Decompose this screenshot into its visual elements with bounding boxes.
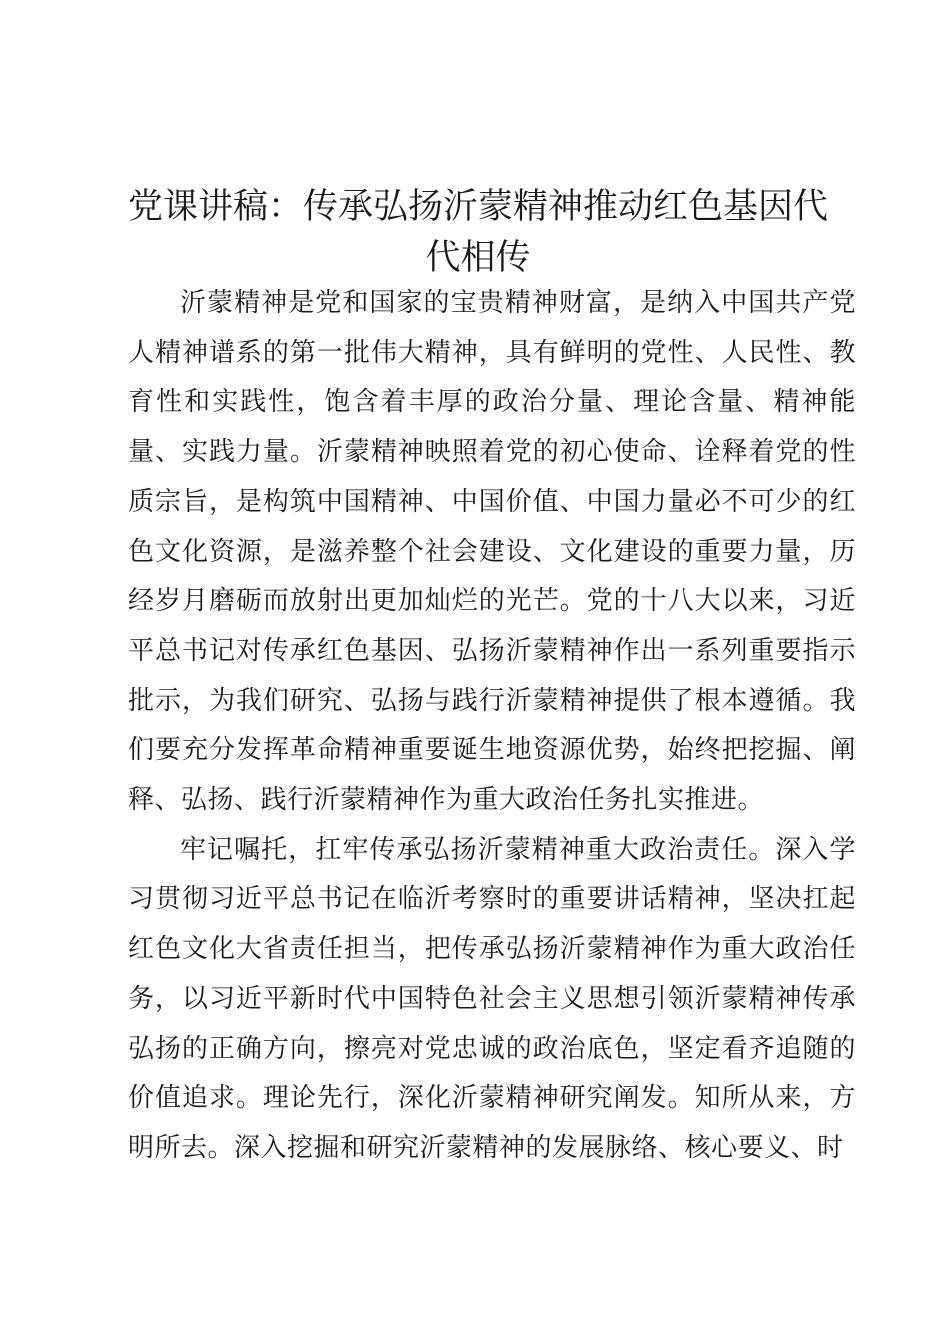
document-title: 党课讲稿：传承弘扬沂蒙精神推动红色基因代代相传 — [127, 187, 828, 278]
document-body — [128, 279, 856, 1174]
paragraph-1: 沂蒙精神是党和国家的宝贵精神财富，是纳入中国共产党人精神谱系的第一批伟大精神，具有鲜明的党性、人民性、教育性和实践性，饱含着丰厚的政治分量、理论含量、精神能量、实践力量。沂蒙精神映照着党的初心使命、诠释着党的性质宗旨，是构筑中国精神、中国价值、中国力量必不可少的红色文化资源，是滋养整个社会建设、文化建设的重要力量，历经岁月磨砺而放射出更加灿烂的光芒。党的十八大以来，习近平总书记对传承红色基因、弘扬沂蒙精神作出一系列重要指示批示，为我们研究、弘扬与践行沂蒙精神提供了根本遵循。我们要充分发挥革命精神重要诞生地资源优势，始终把挖掘、阐释、弘扬、践行沂蒙精神作为重大政治任务扎实推进。 — [128, 288, 856, 816]
paragraph-2: 牢记嘱托，扛牢传承弘扬沂蒙精神重大政治责任。深入学习贯彻习近平总书记在临沂考察时的重要讲话精神，坚决扛起红色文化大省责任担当，把传承弘扬沂蒙精神作为重大政治任务，以习近平新时代中国特色社会主义思想引领沂蒙精神传承弘扬的正确方向，擦亮对党忠诚的政治底色，坚定看齐追随的价值追求。理论先行，深化沂蒙精神研究阐发。知所从来，方明所去。深入挖掘和研究沂蒙精神的发展脉络、核心要义、时 — [128, 834, 856, 1163]
